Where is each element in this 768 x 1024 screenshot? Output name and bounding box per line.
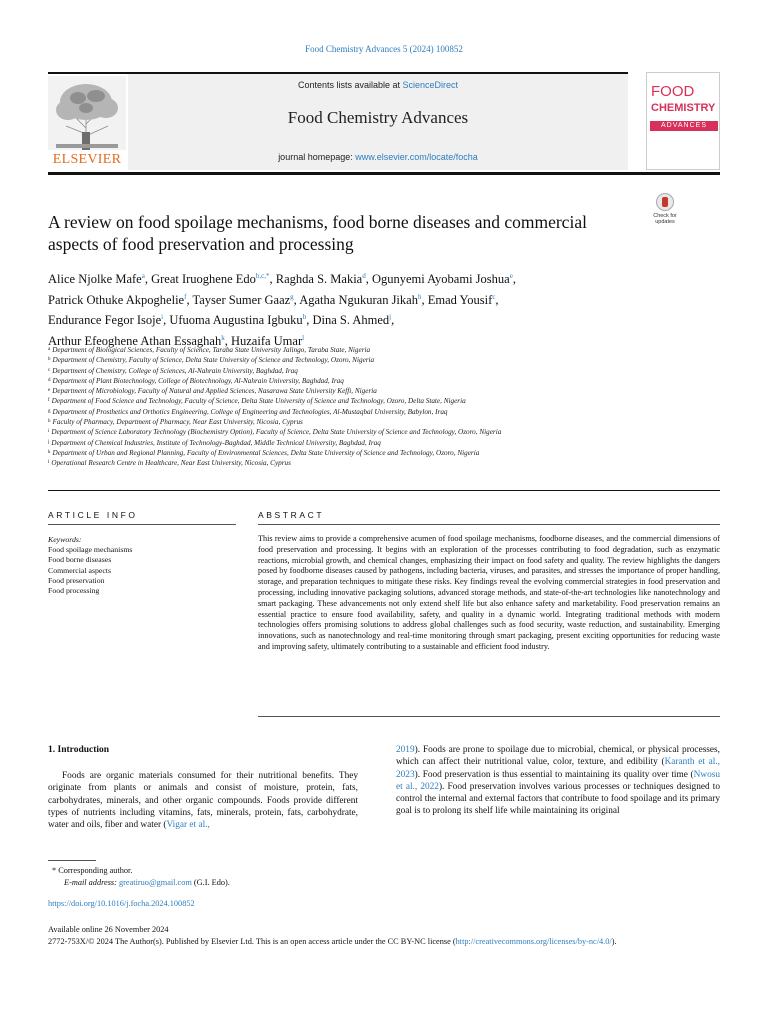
contents-line — [128, 80, 628, 90]
cover-title-line1: FOOD — [651, 83, 695, 100]
affiliation-text: Department of Chemistry, Faculty of Science, Delta State University of Science and Technology, Ozoro, Nigeria — [52, 356, 375, 365]
affiliation-marker: d — [48, 377, 51, 383]
author-affiliation-marker[interactable]: h — [417, 292, 422, 301]
check-for-updates-button[interactable] — [648, 193, 682, 227]
author-affiliation-marker[interactable]: g — [290, 292, 294, 301]
affiliation-item — [48, 448, 720, 458]
author-name[interactable]: Raghda S. Makia — [275, 272, 363, 286]
author-name[interactable]: Great Iruoghene Edo — [151, 272, 256, 286]
body-text: ). Foods are prone to spoilage due to microbial, chemical, or physical processes, which can affect their nutritional value, color, texture, and edibility ( — [396, 745, 720, 768]
article-title: A review on food spoilage mechanisms, food borne diseases and commercial aspects of food preservation and processing — [48, 212, 587, 254]
keywords-block — [48, 535, 238, 596]
affiliation-item — [48, 438, 720, 448]
affiliation-item — [48, 458, 720, 468]
keyword-item: Food preservation — [48, 575, 105, 585]
author-list: Alice Njolke Mafe$^a$, Great Iruoghene Edo$^{b,c,*}$, Raghda S. Makia$^d$, Ogunyemi Ayobami Joshua$^e$, Patrick Othuke Akpoghelie$^f$, Tayser Sumer Gaaz$^g$, Agatha Ngukuran Jikah$^h$, Emad Yousif$^c$, Endurance Fegor Isoje$^i$, Ufuoma Augustina Igbuku$^b$, Dina S. Ahmed$^j$, Arthur Efeoghene Athan Essaghah$^k$, Huzaifa Umar$^l$ — [48, 272, 516, 348]
author-affiliation-marker[interactable]: b,c,* — [255, 272, 270, 280]
sciencedirect-link[interactable]: ScienceDirect — [402, 80, 459, 90]
email-suffix: (G.I. Edo). — [191, 878, 230, 887]
check-updates-label: Check for updates — [653, 213, 677, 225]
corresponding-author-note: * Corresponding author. — [52, 866, 133, 875]
contents-prefix: Contents lists available at — [297, 80, 403, 90]
author-affiliation-marker[interactable]: l — [302, 333, 305, 342]
elsevier-wordmark: ELSEVIER — [52, 152, 122, 167]
author-name[interactable]: Huzaifa Umar — [230, 333, 303, 348]
journal-cover-thumbnail[interactable] — [646, 72, 720, 170]
affiliation-marker: l — [48, 460, 50, 466]
email-label: E-mail address: — [64, 878, 119, 887]
homepage-link[interactable]: www.elsevier.com/locate/focha — [355, 152, 478, 162]
author-affiliation-marker[interactable]: e — [509, 272, 513, 280]
affiliation-item — [48, 407, 720, 417]
affiliation-marker: c — [48, 367, 51, 373]
author-affiliation-marker[interactable]: f — [184, 292, 187, 301]
cover-title-line2: CHEMISTRY — [651, 102, 716, 114]
journal-name: Food Chemistry Advances — [287, 108, 469, 127]
citation-link[interactable]: Vigar et al., — [166, 820, 210, 831]
affiliation-text: Department of Plant Biotechnology, College of Biotechnology, Al-Nahrain University, Baghdad, Iraq — [52, 376, 344, 385]
author-name[interactable]: Tayser Sumer Gaaz — [192, 292, 291, 307]
affiliation-text: Department of Microbiology, Faculty of Natural and Applied Sciences, Nasarawa State University Keffi, Nigeria — [52, 387, 377, 396]
article-info-rule — [48, 524, 236, 525]
affiliation-marker: j — [48, 439, 50, 445]
check-updates-icon — [656, 193, 674, 211]
citation-link[interactable]: 2019 — [396, 745, 415, 755]
author-name[interactable]: Ogunyemi Ayobami Joshua — [371, 272, 510, 286]
affiliation-item — [48, 355, 720, 365]
affiliation-item — [48, 386, 720, 396]
affiliation-text: Operational Research Centre in Healthcare, Near East University, Nicosia, Cyprus — [51, 459, 291, 468]
cover-title-line3: ADVANCES — [650, 121, 718, 131]
header-bottom-rule — [48, 172, 720, 175]
citation-link[interactable]: Karanth et al., 2023 — [396, 757, 720, 780]
affiliation-marker: i — [48, 429, 50, 435]
body-text: Foods are organic materials consumed for their nutritional benefits. They originate from plants or animals and consist of moisture, protein, fats, carbohydrates, minerals, and other organic compounds. Foods provide different types of nutrients including vitamins, fats, minerals, protein, fats, carbohydrate, water and oils, fiber and water ( — [48, 771, 358, 831]
received-date: Available online 26 November 2024 — [48, 925, 169, 934]
author-name[interactable]: Dina S. Ahmed — [312, 313, 390, 327]
affiliation-text: Department of Prosthetics and Orthotics Engineering, College of Engineering and Technologies, Al-Mustaqbal University, Babylon, Iraq — [52, 407, 448, 416]
abstract-bottom-rule — [258, 716, 720, 717]
affiliation-item — [48, 417, 720, 427]
author-name[interactable]: Alice Njolke Mafe — [48, 272, 142, 286]
article-info-top-rule — [48, 490, 720, 491]
author-affiliation-marker[interactable]: i — [161, 313, 164, 321]
affiliation-text: Faculty of Pharmacy, Department of Pharmacy, Near East University, Nicosia, Cyprus — [52, 418, 303, 427]
keyword-item: Food spoilage mechanisms — [48, 545, 133, 555]
author-affiliation-marker[interactable]: k — [221, 333, 225, 342]
affiliation-marker: g — [48, 408, 51, 414]
homepage-prefix: journal homepage: — [278, 152, 356, 162]
author-affiliation-marker[interactable]: a — [141, 272, 145, 280]
copyright-notice — [48, 936, 720, 948]
section-heading-introduction: 1. Introduction — [48, 745, 110, 755]
copyright-text: 2772-753X/© 2024 The Author(s). Published by Elsevier Ltd. This is an open access article under the CC BY-NC license ( — [48, 937, 456, 946]
journal-reference[interactable]: Food Chemistry Advances 5 (2024) 100852 — [305, 44, 463, 54]
author-name[interactable]: Arthur Efeoghene Athan Essaghah — [48, 333, 222, 348]
abstract-text: This review aims to provide a comprehensive acumen of food spoilage mechanisms, foodborne diseases, and the commercial dimensions of food preservation and processing. It begins with an exploration of the processes contributing to food degradation, such as enzymatic reactions, microbial growth, and chemical changes, emphasizing their impact on food safety and quality. The review highlights the dangers posed by foodborne diseases caused by pathogens, including bacteria, viruses, and parasites, and stresses the importance of proper handling, storage, and preparation techniques to mitigate these risks. Key findings reveal the evolving commercial strategies in food preservation and processing, including innovative packaging solutions, advanced storage methods, and state-of-the-art technologies like nanotechnology and smart packaging. These advancements not only extend shelf life but also enhance safety and marketability. Food preservation remains an essential practice to ensure food availability, safety, and quality in a dynamic world. Integrating traditional methods with modern technologies offers promising solutions to address global challenges such as food security, waste reduction, and sustainability. Emerging innovations, such as nanotechnology and real-time monitoring through smart packaging, present exciting opportunities for reducing waste and improving safety, ultimately contributing to a sustainable and efficient food industry. — [258, 534, 720, 651]
body-text: ). Food preservation is thus essential to maintaining its quality over time ( — [414, 769, 694, 780]
affiliation-marker: b — [48, 357, 51, 363]
doi-link[interactable]: https://doi.org/10.1016/j.focha.2024.100852 — [48, 899, 195, 908]
author-affiliation-marker[interactable]: j — [389, 313, 392, 321]
license-link[interactable]: http://creativecommons.org/licenses/by-nc/4.0/ — [455, 937, 612, 946]
author-affiliation-marker[interactable]: b — [302, 313, 307, 321]
author-name[interactable]: Endurance Fegor Isoje — [48, 313, 162, 327]
keyword-item: Commercial aspects — [48, 565, 112, 575]
abstract-heading: ABSTRACT — [258, 510, 325, 520]
journal-homepage-line — [128, 152, 628, 162]
affiliation-text: Department of Food Science and Technology, Faculty of Science, Delta State University of Science and Technology, Ozoro, Delta State, Nigeria — [51, 397, 466, 406]
affiliation-marker: h — [48, 419, 51, 425]
author-name[interactable]: Agatha Ngukuran Jikah — [299, 292, 418, 307]
affiliation-text: Department of Chemistry, College of Sciences, Al-Nahrain University, Baghdad, Iraq — [52, 366, 298, 375]
body-column-right — [396, 744, 720, 818]
citation-link[interactable]: Nwosu et al., 2022 — [396, 769, 720, 792]
body-text: ). Food preservation involves various processes or techniques designed to control the internal and external factors that contribute to food spoilage and its primary goal is to prolong its shelf life while maintaining its original — [396, 781, 720, 817]
affiliation-text: Department of Science Laboratory Technology (Biochemistry Option), Faculty of Science, Delta State University of Science and Technology, Ozoro, Nigeria — [51, 428, 502, 437]
author-affiliation-marker[interactable]: c — [492, 292, 496, 301]
keywords-heading: Keywords: — [48, 535, 82, 544]
keyword-item: Food borne diseases — [48, 555, 112, 565]
affiliation-marker: a — [48, 347, 51, 352]
author-name[interactable]: Ufuoma Augustina Igbuku — [169, 313, 303, 327]
copyright-suffix: ). — [611, 937, 617, 946]
affiliation-list — [48, 345, 720, 469]
affiliation-text: Department of Biological Sciences, Faculty of Science, Taraba State University Jalingo, Taraba State, Nigeria — [52, 346, 371, 354]
abstract-rule — [258, 524, 720, 525]
body-column-left — [48, 770, 358, 831]
affiliation-marker: f — [48, 398, 50, 404]
affiliation-item — [48, 345, 720, 355]
author-name[interactable]: Patrick Othuke Akpoghelie — [48, 292, 185, 307]
affiliation-marker: e — [48, 388, 51, 394]
email-note — [64, 878, 230, 887]
affiliation-item — [48, 366, 720, 376]
affiliation-text: Department of Urban and Regional Planning, Faculty of Environmental Sciences, Delta State University of Science and Technology, Ozoro, Nigeria — [52, 448, 480, 457]
author-affiliation-marker[interactable]: d — [362, 272, 366, 280]
affiliation-marker: k — [48, 449, 51, 455]
affiliation-item — [48, 376, 720, 386]
affiliation-item — [48, 427, 720, 437]
email-link[interactable]: greatiruo@gmail.com — [119, 878, 192, 887]
article-info-heading: ARTICLE INFO — [48, 510, 138, 520]
affiliation-item — [48, 396, 720, 406]
author-name[interactable]: Emad Yousif — [427, 292, 493, 307]
affiliation-text: Department of Chemical Industries, Institute of Technology-Baghdad, Middle Technical University, Baghdad, Iraq — [51, 438, 381, 447]
footnote-rule — [48, 860, 96, 861]
keyword-item: Food processing — [48, 586, 100, 596]
